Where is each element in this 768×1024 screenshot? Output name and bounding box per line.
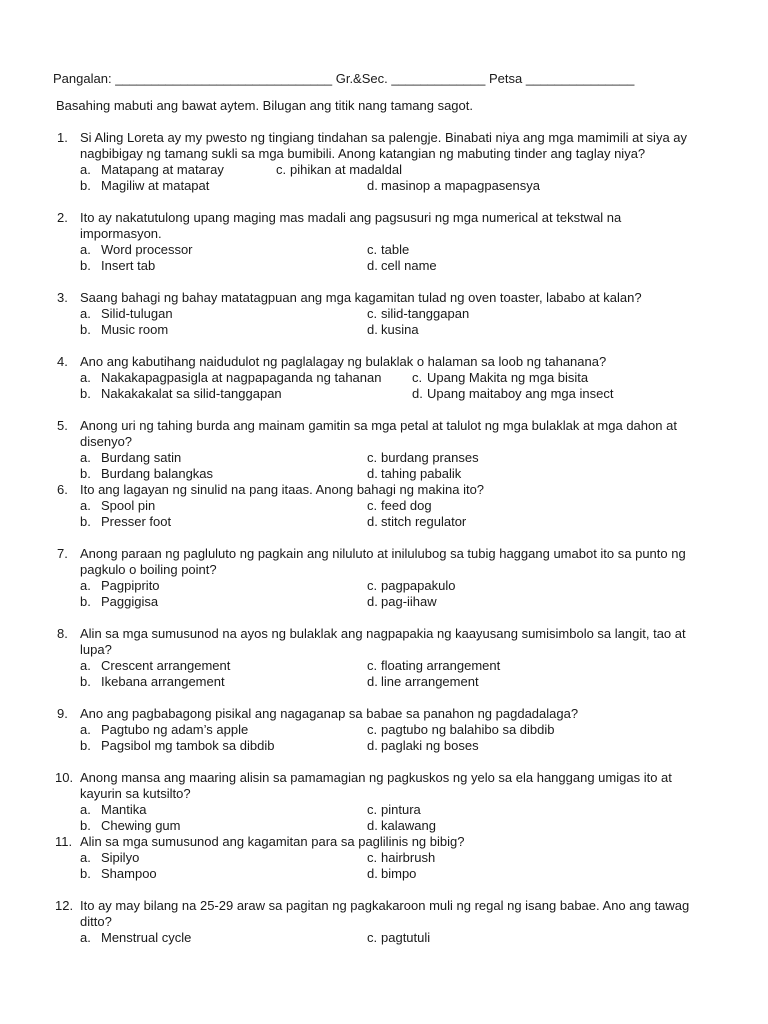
question-text: Ano ang pagbabagong pisikal ang nagaganap sa babae sa panahon ng pagdadalaga? <box>80 706 579 721</box>
option-letter[interactable]: d. <box>367 466 378 481</box>
option-letter[interactable]: c. <box>367 930 378 945</box>
option-text: paglaki ng boses <box>381 738 479 753</box>
option-letter[interactable]: c. <box>367 658 378 673</box>
option-text: kalawang <box>381 818 436 833</box>
option-text: stitch regulator <box>381 514 467 529</box>
question-number: 8. <box>57 626 68 641</box>
option-text: Sipilyo <box>101 850 140 865</box>
option-text: Upang Makita ng mga bisita <box>427 370 589 385</box>
option-text: silid-tanggapan <box>381 306 470 321</box>
option-letter[interactable]: a. <box>80 722 91 737</box>
option-letter[interactable]: d. <box>367 674 378 689</box>
question-number: 3. <box>57 290 68 305</box>
option-text: bimpo <box>381 866 417 881</box>
option-text: masinop a mapagpasensya <box>381 178 540 193</box>
option-text: pagpapakulo <box>381 578 456 593</box>
option-letter[interactable]: c. <box>367 450 378 465</box>
option-letter[interactable]: a. <box>80 498 91 513</box>
option-text: Chewing gum <box>101 818 181 833</box>
option-letter[interactable]: b. <box>80 466 91 481</box>
option-letter[interactable]: a. <box>80 930 91 945</box>
question-text: Alin sa mga sumusunod na ayos ng bulaklak ang nagpapakia ng kaayusang sumisimbolo sa langit, tao at <box>80 626 686 641</box>
question-text: Ano ang kabutihang naidudulot ng paglalagay ng bulaklak o halaman sa loob ng tahanana? <box>80 354 607 369</box>
question-text: impormasyon. <box>80 226 162 241</box>
option-text: Menstrual cycle <box>101 930 192 945</box>
option-text: Burdang balangkas <box>101 466 214 481</box>
question-text: Anong paraan ng pagluluto ng pagkain ang niluluto at inilulubog sa tubig haggang umabot ito sa punto ng <box>80 546 686 561</box>
question-number: 6. <box>57 482 68 497</box>
option-text: Magiliw at matapat <box>101 178 210 193</box>
question-text: Ito ay nakatutulong upang maging mas madali ang pagsusuri ng mga numerical at tekstwal na <box>80 210 622 225</box>
option-letter[interactable]: b. <box>80 674 91 689</box>
option-letter[interactable]: d. <box>367 178 378 193</box>
option-letter[interactable]: b. <box>80 866 91 881</box>
option-letter[interactable]: d. <box>367 866 378 881</box>
question-number: 2. <box>57 210 68 225</box>
option-letter[interactable]: b. <box>80 594 91 609</box>
question-number: 7. <box>57 546 68 561</box>
option-text: pagtutuli <box>381 930 431 945</box>
question-text: kayurin sa kutsilto? <box>80 786 191 801</box>
option-letter[interactable]: c. <box>367 578 378 593</box>
option-text: Ikebana arrangement <box>101 674 225 689</box>
option-letter[interactable]: c. <box>367 850 378 865</box>
option-text: Mantika <box>101 802 147 817</box>
option-letter[interactable]: c. <box>367 498 378 513</box>
option-letter[interactable]: d. <box>412 386 423 401</box>
option-text: Spool pin <box>101 498 156 513</box>
option-text: Upang maitaboy ang mga insect <box>427 386 614 401</box>
option-text: Pagsibol mg tambok sa dibdib <box>101 738 275 753</box>
option-letter[interactable]: d. <box>367 322 378 337</box>
option-text: feed dog <box>381 498 432 513</box>
option-text: hairbrush <box>381 850 436 865</box>
option-letter[interactable]: d. <box>367 258 378 273</box>
option-letter[interactable]: b. <box>80 258 91 273</box>
option-text: Presser foot <box>101 514 172 529</box>
option-text: line arrangement <box>381 674 479 689</box>
option-letter[interactable]: b. <box>80 178 91 193</box>
date-blank: _______________ <box>525 71 635 86</box>
option-letter[interactable]: c. <box>367 802 378 817</box>
question-text: Anong uri ng tahing burda ang mainam gamitin sa mga petal at talulot ng mga bulaklak at mga dahon at <box>80 418 677 433</box>
question-text: lupa? <box>80 642 112 657</box>
option-text: burdang pranses <box>381 450 479 465</box>
option-letter[interactable]: a. <box>80 242 91 257</box>
grade-section-label: Gr.&Sec. <box>335 71 388 86</box>
name-blank: ______________________________ <box>115 71 333 86</box>
header-line <box>53 71 634 87</box>
instructions: Basahing mabuti ang bawat aytem. Bilugan ang titik nang tamang sagot. <box>56 98 473 113</box>
option-letter[interactable]: a. <box>80 802 91 817</box>
question-number: 9. <box>57 706 68 721</box>
option-text: Matapang at mataray <box>101 162 224 177</box>
option-text: Insert tab <box>101 258 156 273</box>
option-letter[interactable]: d. <box>367 514 378 529</box>
question-number: 10. <box>55 770 74 785</box>
question-text: nagbibigay ng tamang sukli sa mga bumibili. Anong katangian ng mabuting tinder ang taglay niya? <box>80 146 646 161</box>
option-letter[interactable]: a. <box>80 450 91 465</box>
option-letter[interactable]: c. <box>367 242 378 257</box>
question-number: 1. <box>57 130 68 145</box>
option-text: pihikan at madaldal <box>290 162 403 177</box>
question-text: Alin sa mga sumusunod ang kagamitan para sa paglilinis ng bibig? <box>80 834 465 849</box>
question-text: Si Aling Loreta ay my pwesto ng tingiang tindahan sa palengje. Binabati niya ang mga mamimili at siya ay <box>80 130 688 145</box>
date-label: Petsa <box>489 71 523 86</box>
option-text: table <box>381 242 410 257</box>
option-letter[interactable]: a. <box>80 306 91 321</box>
option-letter[interactable]: b. <box>80 514 91 529</box>
option-letter[interactable]: c. <box>367 306 378 321</box>
question-text: pagkulo o boiling point? <box>80 562 217 577</box>
option-letter[interactable]: c. <box>367 722 378 737</box>
question-text: ditto? <box>80 914 112 929</box>
option-text: Nakakapagpasigla at nagpapaganda ng tahanan <box>101 370 382 385</box>
question-number: 5. <box>57 418 68 433</box>
option-text: Silid-tulugan <box>101 306 173 321</box>
option-letter[interactable]: a. <box>80 658 91 673</box>
question-text: Anong mansa ang maaring alisin sa pamamagian ng pagkuskos ng yelo sa ela hanggang umigas ito at <box>80 770 672 785</box>
grade-section-blank: _____________ <box>391 71 486 86</box>
name-label: Pangalan: <box>53 71 112 86</box>
option-text: kusina <box>381 322 419 337</box>
option-letter[interactable]: d. <box>367 594 378 609</box>
option-text: floating arrangement <box>381 658 501 673</box>
option-text: Word processor <box>101 242 193 257</box>
option-text: Pagpiprito <box>101 578 160 593</box>
option-text: Paggigisa <box>101 594 159 609</box>
option-text: tahing pabalik <box>381 466 462 481</box>
option-letter[interactable]: b. <box>80 386 91 401</box>
option-letter[interactable]: b. <box>80 322 91 337</box>
option-letter[interactable]: b. <box>80 818 91 833</box>
option-text: Crescent arrangement <box>101 658 231 673</box>
option-text: cell name <box>381 258 437 273</box>
option-text: Nakakakalat sa silid-tanggapan <box>101 386 282 401</box>
option-letter[interactable]: c. <box>412 370 423 385</box>
option-text: Music room <box>101 322 169 337</box>
option-letter[interactable]: c. <box>276 162 287 177</box>
option-text: pag-iihaw <box>381 594 437 609</box>
option-letter[interactable]: d. <box>367 738 378 753</box>
option-letter[interactable]: d. <box>367 818 378 833</box>
question-text: Ito ang lagayan ng sinulid na pang itaas. Anong bahagi ng makina ito? <box>80 482 485 497</box>
option-letter[interactable]: a. <box>80 162 91 177</box>
question-number: 4. <box>57 354 68 369</box>
option-text: Burdang satin <box>101 450 182 465</box>
option-letter[interactable]: a. <box>80 370 91 385</box>
question-text: disenyo? <box>80 434 133 449</box>
option-letter[interactable]: a. <box>80 850 91 865</box>
question-text: Saang bahagi ng bahay matatagpuan ang mga kagamitan tulad ng oven toaster, lababo at kalan? <box>80 290 642 305</box>
question-text: Ito ay may bilang na 25-29 araw sa pagitan ng pagkakaroon muli ng regal ng isang babae. Ano ang tawag <box>80 898 690 913</box>
question-number: 12. <box>55 898 74 913</box>
option-letter[interactable]: a. <box>80 578 91 593</box>
option-text: Pagtubo ng adam’s apple <box>101 722 249 737</box>
question-number: 11. <box>55 834 73 849</box>
option-text: pintura <box>381 802 421 817</box>
option-letter[interactable]: b. <box>80 738 91 753</box>
option-text: pagtubo ng balahibo sa dibdib <box>381 722 555 737</box>
option-text: Shampoo <box>101 866 157 881</box>
